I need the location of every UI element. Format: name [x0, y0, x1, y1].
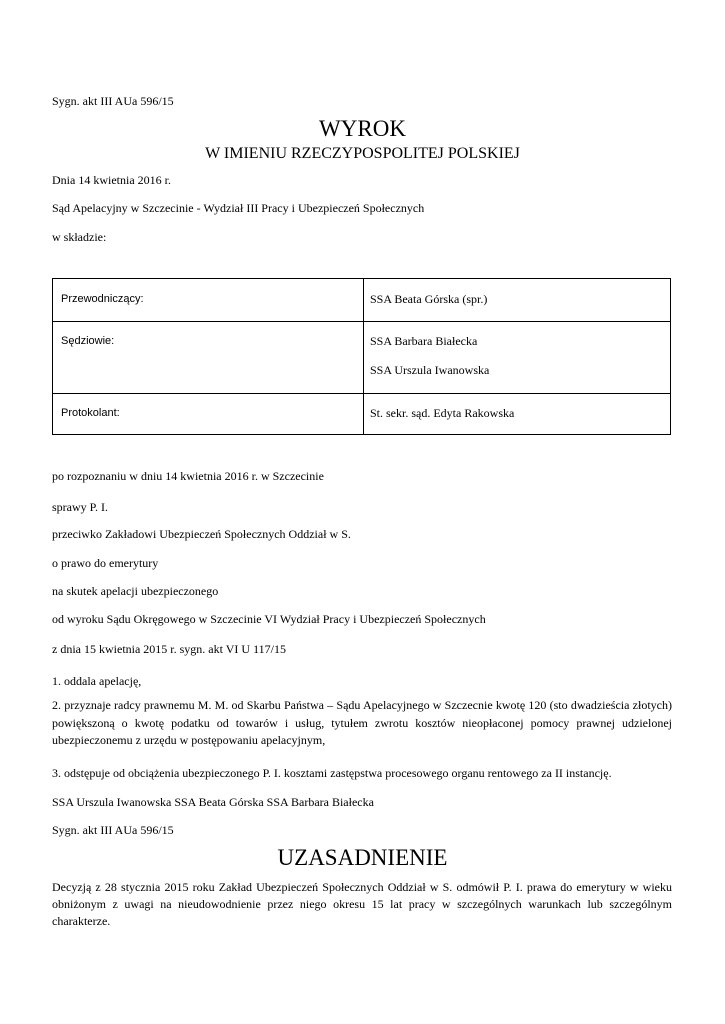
table-row — [53, 394, 670, 434]
member-clerk: St. sekr. sąd. Edyta Rakowska — [370, 406, 515, 420]
judgment-date: Dnia 14 kwietnia 2016 r. — [52, 173, 171, 187]
member-chair: SSA Beata Górska (spr.) — [370, 292, 488, 306]
table-row — [53, 279, 670, 322]
verdict-point: 1. oddala apelację, — [52, 674, 142, 688]
justification-title: UZASADNIENIE — [277, 845, 448, 870]
case-signature: Sygn. akt III AUa 596/15 — [52, 94, 174, 108]
role-label-clerk: Protokolant: — [61, 407, 120, 419]
document-title: WYROK — [319, 116, 406, 141]
case-line: na skutek apelacji ubezpieczonego — [52, 584, 219, 598]
justification-paragraph: Decyzją z 28 stycznia 2015 roku Zakład Ubezpieczeń Społecznych Oddział w S. odmówił P. I. prawa do emerytury w wieku obniżonym z uwagi na nieudowodnienie przez niego okresu 15 lat pracy w szczególnych warunkach lub szczególnym charakterze. — [52, 880, 672, 928]
table-row — [53, 322, 670, 394]
verdict-point: 3. odstępuje od obciążenia ubezpieczonego P. I. kosztami zastępstwa procesowego organu rentowego za II instancję. — [52, 766, 612, 780]
verdict-point: 2. przyznaje radcy prawnemu M. M. od Skarbu Państwa – Sądu Apelacyjnego w Szczecnie kwotę 120 (sto dwadzieścia złotych) powiększoną o kwotę podatku od towarów i usług, tytułem zwrotu kosztów nieopłaconej pomocy prawnej udzielonej ubezpieczonemu z urzędu w postępowaniu apelacyjnym, — [52, 698, 672, 747]
case-line: sprawy P. I. — [52, 500, 108, 514]
case-line: z dnia 15 kwietnia 2015 r. sygn. akt VI U 117/15 — [52, 642, 286, 656]
composition-intro: w składzie: — [52, 230, 107, 244]
case-line: o prawo do emerytury — [52, 556, 159, 570]
judges-signature: SSA Urszula Iwanowska SSA Beata Górska SSA Barbara Białecka — [52, 795, 374, 809]
role-label-judges: Sędziowie: — [61, 335, 115, 347]
justification-signature: Sygn. akt III AUa 596/15 — [52, 823, 174, 837]
case-line: przeciwko Zakładowi Ubezpieczeń Społecznych Oddział w S. — [52, 527, 351, 541]
case-line: od wyroku Sądu Okręgowego w Szczecinie VI Wydział Pracy i Ubezpieczeń Społecznych — [52, 612, 486, 626]
role-label-chair: Przewodniczący: — [61, 293, 144, 305]
court-name: Sąd Apelacyjny w Szczecinie - Wydział III Pracy i Ubezpieczeń Społecznych — [52, 201, 425, 215]
member-judge-1: SSA Barbara Białecka — [370, 334, 478, 348]
composition-table — [52, 278, 671, 435]
document-subtitle: W IMIENIU RZECZYPOSPOLITEJ POLSKIEJ — [205, 145, 520, 162]
member-judge-2: SSA Urszula Iwanowska — [370, 363, 490, 377]
case-line: po rozpoznaniu w dniu 14 kwietnia 2016 r. w Szczecinie — [52, 469, 324, 483]
